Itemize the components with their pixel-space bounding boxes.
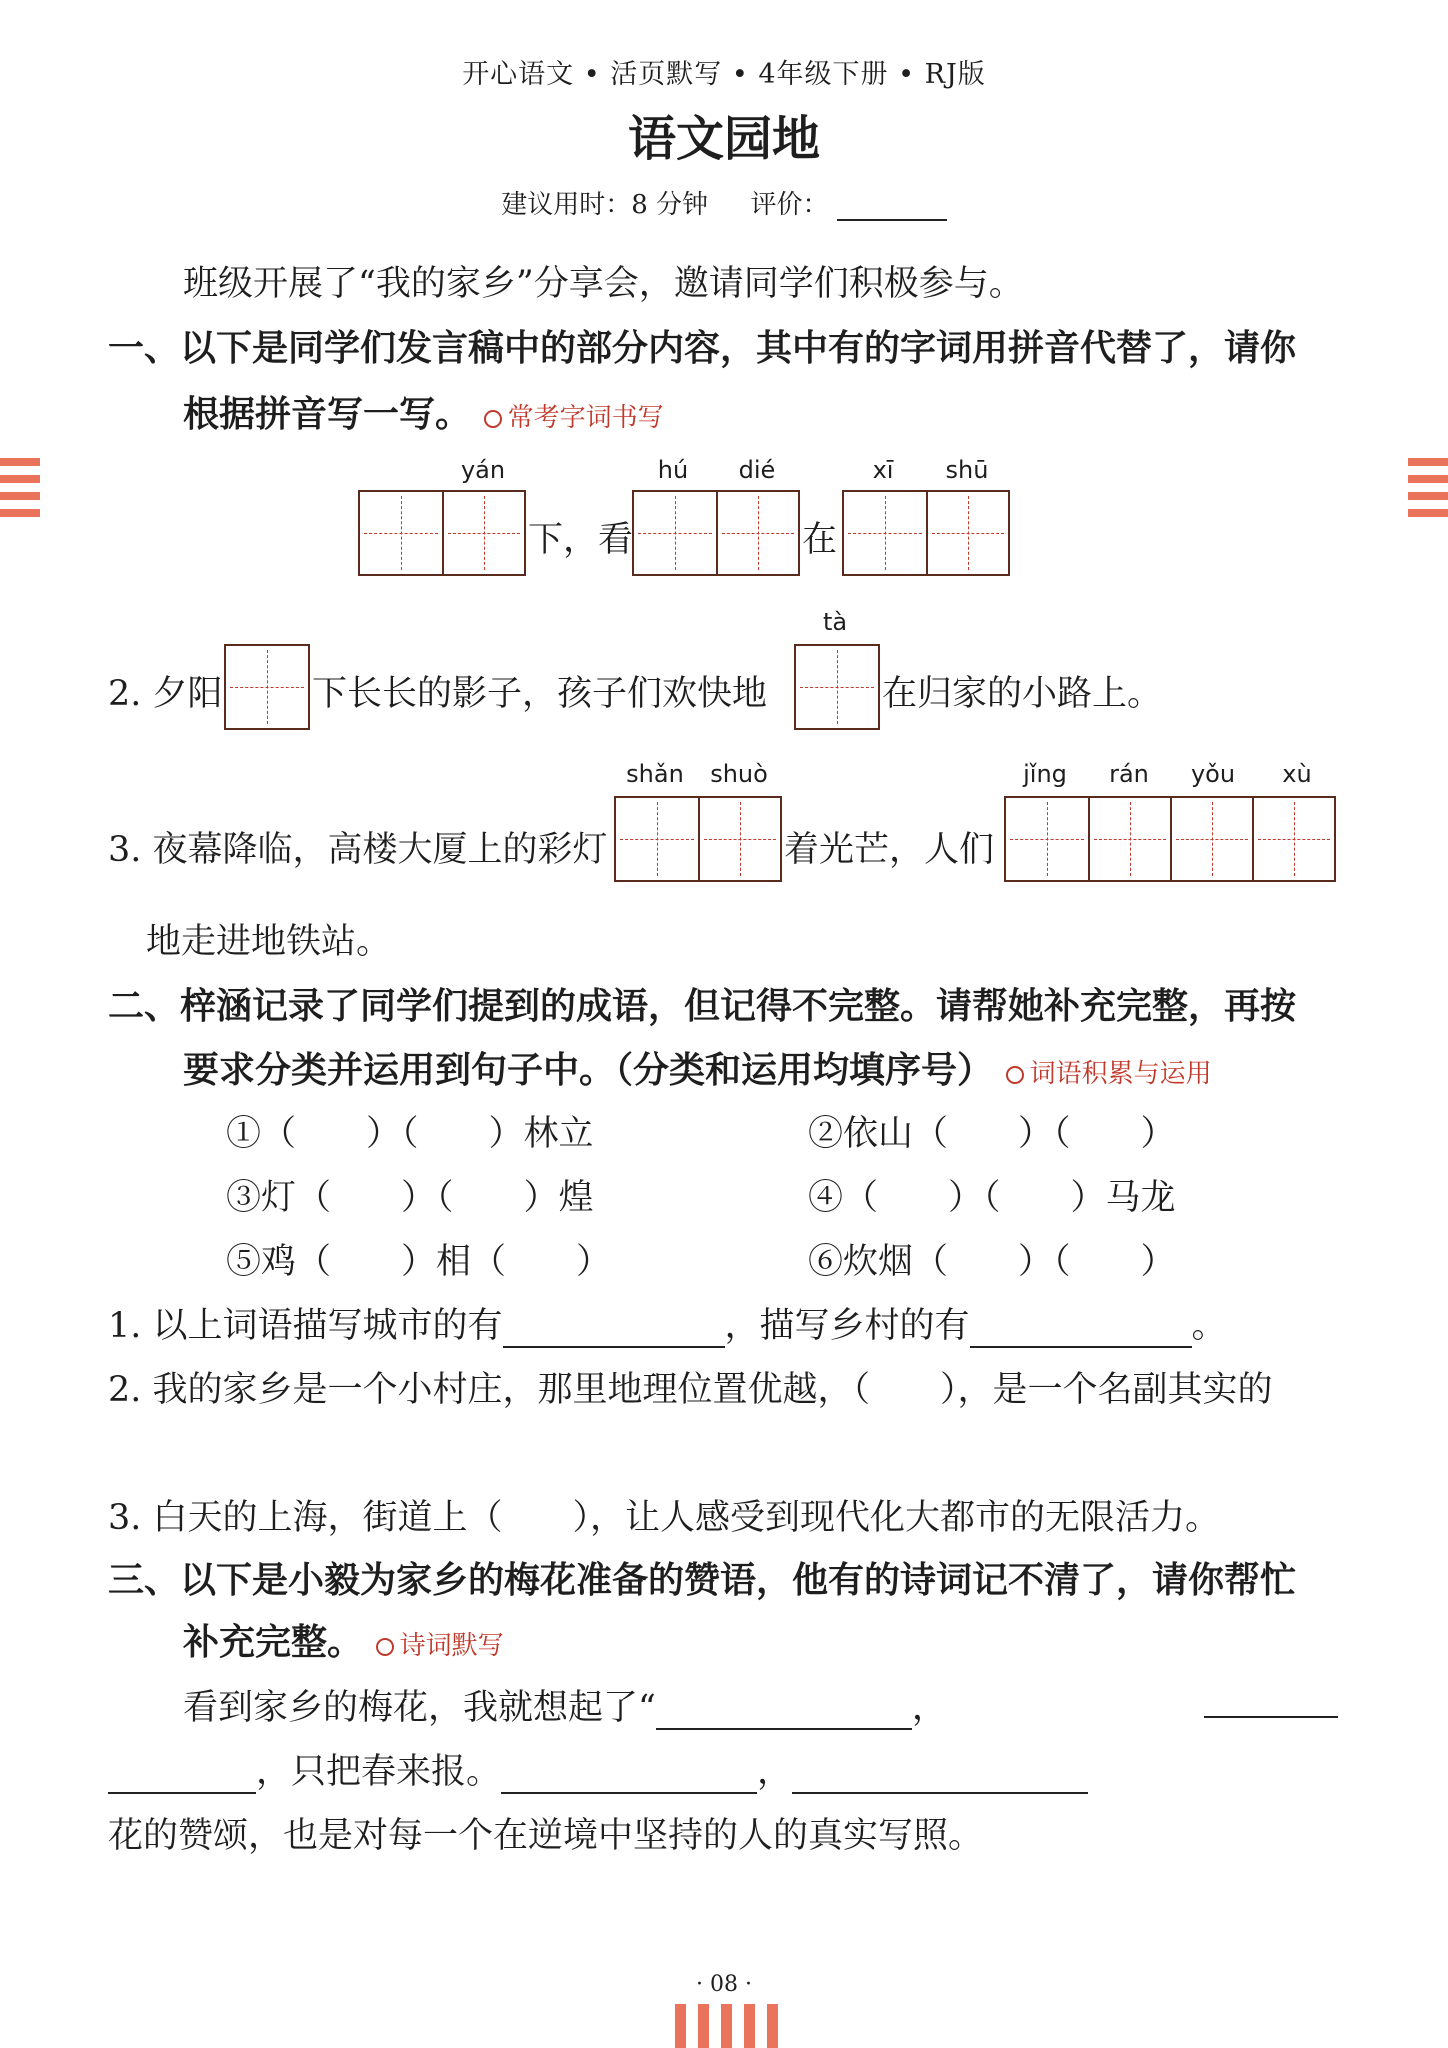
- section1-tag: [484, 403, 664, 433]
- pinyin-yan: yán: [460, 456, 506, 484]
- answer-grid-q3-b[interactable]: [1004, 796, 1336, 882]
- char-box[interactable]: [698, 798, 780, 880]
- pinyin-shan: shǎn: [626, 760, 684, 788]
- q1-text-b: 在: [802, 520, 838, 560]
- pinyin-ta: tà: [822, 608, 848, 636]
- poem-blank-2[interactable]: [1204, 1686, 1338, 1718]
- pinyin-xu: xù: [1282, 760, 1312, 788]
- q2-before: 2. 夕阳: [108, 674, 223, 714]
- s3-p2: [108, 1744, 1088, 1794]
- q1-text-a: 下，看: [528, 520, 634, 560]
- pinyin-ran: rán: [1109, 760, 1149, 788]
- q3-cont: 地走进地铁站。: [146, 922, 392, 962]
- running-header: 开心语文 • 活页默写 • 4年级下册 • RJ版: [462, 59, 986, 90]
- char-box[interactable]: [926, 492, 1008, 574]
- section2-tag: [1006, 1059, 1212, 1089]
- pinyin-hu: hú: [657, 456, 689, 484]
- char-box[interactable]: [360, 492, 442, 574]
- pinyin-xi: xī: [872, 456, 894, 484]
- char-box[interactable]: [1088, 798, 1170, 880]
- pinyin-shu: shū: [945, 456, 989, 484]
- s3-p1-text: 看到家乡的梅花，我就想起了“: [183, 1688, 656, 1728]
- pinyin-jing: jǐng: [1023, 760, 1067, 788]
- poem-blank-5[interactable]: [792, 1762, 1088, 1794]
- poem-blank-3[interactable]: [108, 1762, 256, 1794]
- page-number: · 08 ·: [696, 1972, 752, 1997]
- s3-p3: 花的赞颂，也是对每一个在逆境中坚持的人的真实写照。: [108, 1816, 984, 1856]
- city-blank[interactable]: [503, 1316, 725, 1348]
- poem-blank-4[interactable]: [501, 1762, 757, 1794]
- section1-tag-text: 常考字词书写: [507, 403, 664, 433]
- char-box[interactable]: [1170, 798, 1252, 880]
- s3-p1: [183, 1680, 947, 1730]
- char-box[interactable]: [616, 798, 698, 880]
- q2-after: 在归家的小路上。: [882, 674, 1163, 714]
- answer-grid-q1-b[interactable]: [632, 490, 800, 576]
- s2-q3: 3. 白天的上海，街道上（ ），让人感受到现代化大都市的无限活力。: [108, 1498, 1221, 1538]
- meta-line: [0, 184, 1448, 221]
- section1-title-text: 根据拼音写一写。: [183, 394, 472, 435]
- s3-p2-text: ，只把春来报。: [256, 1752, 502, 1792]
- eval-blank[interactable]: [837, 193, 947, 221]
- q3-before: 3. 夜幕降临，高楼大厦上的彩灯: [108, 830, 608, 870]
- section2-title-line1: 二、梓涵记录了同学们提到的成语，但记得不完整。请帮她补充完整，再按: [108, 986, 1297, 1027]
- poem-blank-1[interactable]: [656, 1698, 912, 1730]
- section2-title-line2: [183, 1042, 1212, 1093]
- s2-q1: [108, 1298, 1227, 1348]
- char-box[interactable]: [634, 492, 716, 574]
- time-label: 建议用时：8 分钟: [501, 190, 708, 220]
- char-box[interactable]: [716, 492, 798, 574]
- char-box[interactable]: [1252, 798, 1334, 880]
- char-box[interactable]: [1006, 798, 1088, 880]
- page-title: 语文园地: [627, 111, 820, 167]
- answer-grid-q1-a[interactable]: [358, 490, 526, 576]
- s3-comma-2: ，: [757, 1752, 793, 1792]
- char-box[interactable]: [226, 646, 308, 728]
- q3-middle: 着光芒，人们: [784, 830, 995, 870]
- idiom-4[interactable]: ④（ ）（ ）马龙: [808, 1178, 1176, 1218]
- section3-tag: [376, 1631, 504, 1661]
- right-side-decoration: [1408, 458, 1448, 526]
- s2-q1-a: 1. 以上词语描写城市的有: [108, 1306, 503, 1346]
- s2-q2: 2. 我的家乡是一个小村庄，那里地理位置优越，（ ），是一个名副其实的: [108, 1370, 1273, 1410]
- footer-decoration: [675, 2004, 778, 2048]
- s3-comma-1: ，: [911, 1688, 947, 1728]
- idiom-3[interactable]: ③灯（ ）（ ）煌: [226, 1178, 594, 1218]
- section1-title-line1: 一、以下是同学们发言稿中的部分内容，其中有的字词用拼音代替了，请你: [108, 328, 1297, 369]
- answer-grid-q1-c[interactable]: [842, 490, 1010, 576]
- answer-grid-q3-a[interactable]: [614, 796, 782, 882]
- intro-text: 班级开展了“我的家乡”分享会，邀请同学们积极参与。: [183, 264, 1024, 304]
- q2-middle: 下长长的影子，孩子们欢快地: [312, 674, 768, 714]
- section3-title-line2: [183, 1614, 504, 1665]
- char-box[interactable]: [442, 492, 524, 574]
- idiom-5[interactable]: ⑤鸡（ ）相（ ）: [226, 1242, 612, 1282]
- answer-grid-q2-b[interactable]: [794, 644, 880, 730]
- section1-title-line2: [183, 386, 664, 437]
- char-box[interactable]: [796, 646, 878, 728]
- section3-title-line1: 三、以下是小毅为家乡的梅花准备的赞语，他有的诗词记不清了，请你帮忙: [108, 1560, 1297, 1601]
- tag-icon: [376, 1638, 394, 1656]
- village-blank[interactable]: [970, 1316, 1192, 1348]
- pinyin-shuo: shuò: [710, 760, 768, 788]
- s2-q1-b: ，描写乡村的有: [724, 1306, 970, 1346]
- left-side-decoration: [0, 458, 40, 526]
- idiom-1[interactable]: ①（ ）（ ）林立: [226, 1114, 594, 1154]
- s2-q1-c: 。: [1191, 1306, 1227, 1346]
- char-box[interactable]: [844, 492, 926, 574]
- section2-title-text: 要求分类并运用到句子中。（分类和运用均填序号）: [183, 1050, 994, 1091]
- tag-icon: [1006, 1066, 1024, 1084]
- section3-title-text: 补充完整。: [183, 1622, 364, 1663]
- tag-icon: [484, 410, 502, 428]
- pinyin-you: yǒu: [1190, 760, 1236, 788]
- idiom-2[interactable]: ②依山（ ）（ ）: [808, 1114, 1176, 1154]
- section3-tag-text: 诗词默写: [399, 1631, 504, 1661]
- section2-tag-text: 词语积累与运用: [1029, 1059, 1212, 1089]
- answer-grid-q2-a[interactable]: [224, 644, 310, 730]
- pinyin-die: dié: [738, 456, 776, 484]
- idiom-6[interactable]: ⑥炊烟（ ）（ ）: [808, 1242, 1176, 1282]
- eval-label: 评价：: [750, 190, 829, 220]
